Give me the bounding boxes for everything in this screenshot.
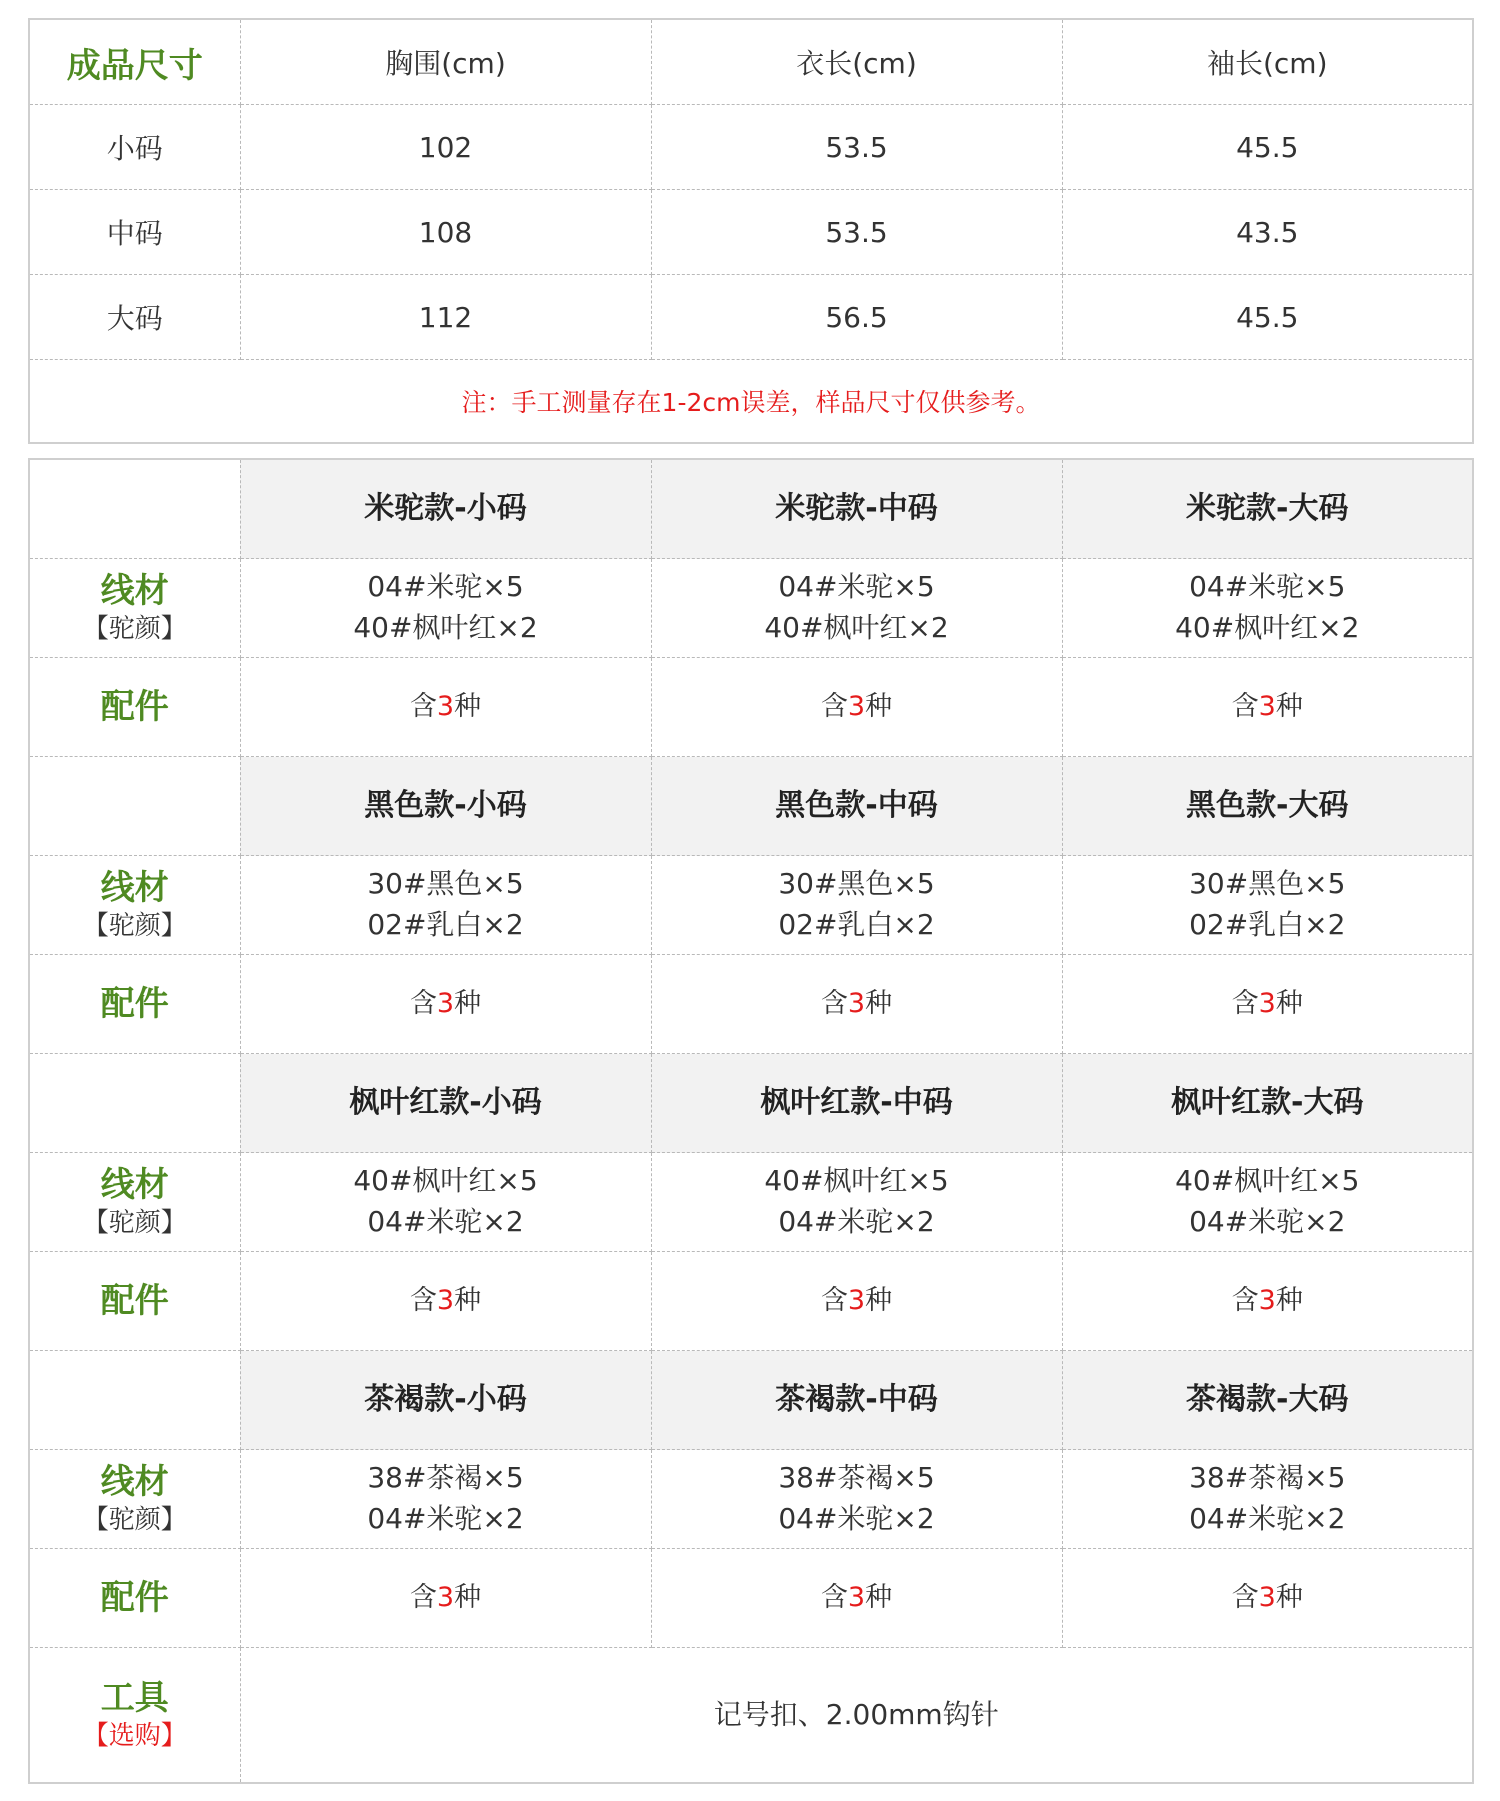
accessories-count: 3 xyxy=(1258,691,1276,723)
size-value: 43.5 xyxy=(1062,190,1473,275)
size-value: 53.5 xyxy=(651,190,1062,275)
variant-header-row xyxy=(29,757,1473,856)
accessories-prefix: 含 xyxy=(820,988,848,1020)
variant-header: 黑色款-大码 xyxy=(1062,757,1473,856)
size-table xyxy=(28,18,1474,444)
yarn-line: 40#枫叶红×2 xyxy=(1175,611,1360,644)
accessories-suffix: 种 xyxy=(865,988,893,1020)
yarn-cell xyxy=(240,856,651,955)
yarn-brand: 【驼颜】 xyxy=(82,1208,187,1239)
tools-value: 记号扣、2.00mm钩针 xyxy=(240,1648,1473,1784)
accessories-suffix: 种 xyxy=(865,691,893,723)
yarn-line: 38#茶褐×5 xyxy=(367,1461,524,1495)
yarn-cell xyxy=(651,856,1062,955)
accessories-prefix: 含 xyxy=(409,1285,437,1317)
yarn-line: 40#枫叶红×5 xyxy=(1175,1164,1360,1198)
variant-header-row xyxy=(29,1054,1473,1153)
accessories-row xyxy=(29,955,1473,1054)
yarn-row xyxy=(29,856,1473,955)
accessories-row xyxy=(29,1252,1473,1351)
accessories-prefix: 含 xyxy=(820,1582,848,1614)
size-header-row xyxy=(29,19,1473,105)
yarn-line: 40#枫叶红×5 xyxy=(764,1164,949,1198)
yarn-line: 30#黑色×5 xyxy=(367,867,524,901)
variant-header-row xyxy=(29,459,1473,559)
size-label: 中码 xyxy=(29,190,240,275)
accessories-cell xyxy=(651,1549,1062,1648)
blank-cell xyxy=(29,1351,240,1450)
yarn-line: 04#米驼×5 xyxy=(367,570,524,604)
yarn-label-cell xyxy=(29,559,240,658)
column-header-length: 衣长(cm) xyxy=(651,19,1062,105)
accessories-cell xyxy=(1062,955,1473,1054)
size-value: 56.5 xyxy=(651,275,1062,360)
variant-header: 茶褐款-小码 xyxy=(240,1351,651,1450)
accessories-count: 3 xyxy=(1258,988,1276,1020)
yarn-cell xyxy=(240,1153,651,1252)
yarn-cell xyxy=(240,559,651,658)
tools-sub-label: 【选购】 xyxy=(82,1721,187,1752)
accessories-suffix: 种 xyxy=(1275,988,1303,1020)
size-value: 102 xyxy=(240,105,651,190)
yarn-row xyxy=(29,1450,1473,1549)
yarn-label-cell xyxy=(29,856,240,955)
accessories-label: 配件 xyxy=(29,955,240,1054)
yarn-brand: 【驼颜】 xyxy=(82,911,187,942)
size-table-title: 成品尺寸 xyxy=(29,19,240,105)
accessories-cell xyxy=(651,1252,1062,1351)
accessories-count: 3 xyxy=(436,1285,455,1317)
yarn-line: 04#米驼×2 xyxy=(1189,1502,1346,1535)
accessories-cell xyxy=(1062,1549,1473,1648)
size-row-large xyxy=(29,275,1473,360)
variant-header: 枫叶红款-小码 xyxy=(240,1054,651,1153)
size-note-row xyxy=(29,360,1473,444)
variant-header: 枫叶红款-中码 xyxy=(651,1054,1062,1153)
yarn-line: 04#米驼×2 xyxy=(778,1205,935,1238)
size-label: 大码 xyxy=(29,275,240,360)
accessories-suffix: 种 xyxy=(454,1285,482,1317)
yarn-line: 02#乳白×2 xyxy=(778,908,935,941)
variant-header: 茶褐款-大码 xyxy=(1062,1351,1473,1450)
accessories-cell xyxy=(1062,658,1473,757)
yarn-cell xyxy=(1062,856,1473,955)
accessories-prefix: 含 xyxy=(1231,988,1259,1020)
accessories-count: 3 xyxy=(1258,1582,1276,1614)
yarn-label: 线材 xyxy=(100,1165,169,1205)
accessories-count: 3 xyxy=(436,988,455,1020)
yarn-line: 40#枫叶红×2 xyxy=(353,611,538,644)
yarn-cell xyxy=(1062,1450,1473,1549)
yarn-line: 30#黑色×5 xyxy=(778,867,935,901)
yarn-line: 02#乳白×2 xyxy=(1189,908,1346,941)
accessories-prefix: 含 xyxy=(1231,1582,1259,1614)
column-header-sleeve: 袖长(cm) xyxy=(1062,19,1473,105)
accessories-suffix: 种 xyxy=(1275,1582,1303,1614)
yarn-cell xyxy=(1062,559,1473,658)
size-value: 45.5 xyxy=(1062,275,1473,360)
accessories-cell xyxy=(651,658,1062,757)
accessories-label: 配件 xyxy=(29,658,240,757)
variant-header: 枫叶红款-大码 xyxy=(1062,1054,1473,1153)
yarn-line: 40#枫叶红×5 xyxy=(353,1164,538,1198)
variant-header: 米驼款-中码 xyxy=(651,459,1062,559)
yarn-label: 线材 xyxy=(100,1462,169,1502)
variant-header: 黑色款-中码 xyxy=(651,757,1062,856)
accessories-count: 3 xyxy=(436,691,455,723)
accessories-label: 配件 xyxy=(29,1549,240,1648)
accessories-count: 3 xyxy=(847,691,866,723)
yarn-line: 04#米驼×2 xyxy=(367,1205,524,1238)
accessories-suffix: 种 xyxy=(1275,1285,1303,1317)
yarn-brand: 【驼颜】 xyxy=(82,614,187,645)
yarn-line: 04#米驼×2 xyxy=(367,1502,524,1535)
yarn-brand: 【驼颜】 xyxy=(82,1505,187,1536)
accessories-cell xyxy=(240,1549,651,1648)
size-row-small xyxy=(29,105,1473,190)
accessories-count: 3 xyxy=(1258,1285,1276,1317)
accessories-count: 3 xyxy=(847,988,866,1020)
variant-header: 茶褐款-中码 xyxy=(651,1351,1062,1450)
accessories-prefix: 含 xyxy=(1231,691,1259,723)
yarn-line: 04#米驼×2 xyxy=(778,1502,935,1535)
accessories-label: 配件 xyxy=(29,1252,240,1351)
accessories-prefix: 含 xyxy=(409,988,437,1020)
accessories-suffix: 种 xyxy=(454,988,482,1020)
tools-label: 工具 xyxy=(100,1678,169,1718)
column-header-chest: 胸围(cm) xyxy=(240,19,651,105)
accessories-suffix: 种 xyxy=(454,691,482,723)
blank-cell xyxy=(29,459,240,559)
accessories-row xyxy=(29,1549,1473,1648)
variant-header: 米驼款-大码 xyxy=(1062,459,1473,559)
yarn-line: 38#茶褐×5 xyxy=(1189,1461,1346,1495)
accessories-cell xyxy=(240,955,651,1054)
tools-label-cell xyxy=(29,1648,240,1784)
variant-header-row xyxy=(29,1351,1473,1450)
size-label: 小码 xyxy=(29,105,240,190)
accessories-prefix: 含 xyxy=(820,1285,848,1317)
accessories-cell xyxy=(1062,1252,1473,1351)
accessories-suffix: 种 xyxy=(865,1582,893,1614)
yarn-label: 线材 xyxy=(100,571,169,611)
yarn-cell xyxy=(651,1153,1062,1252)
size-row-medium xyxy=(29,190,1473,275)
accessories-cell xyxy=(651,955,1062,1054)
yarn-line: 04#米驼×2 xyxy=(1189,1205,1346,1238)
yarn-cell xyxy=(651,1450,1062,1549)
accessories-count: 3 xyxy=(847,1582,866,1614)
accessories-count: 3 xyxy=(436,1582,455,1614)
size-value: 108 xyxy=(240,190,651,275)
accessories-prefix: 含 xyxy=(409,1582,437,1614)
yarn-label-cell xyxy=(29,1153,240,1252)
yarn-label-cell xyxy=(29,1450,240,1549)
yarn-cell xyxy=(651,559,1062,658)
yarn-line: 04#米驼×5 xyxy=(778,570,935,604)
size-value: 53.5 xyxy=(651,105,1062,190)
yarn-line: 04#米驼×5 xyxy=(1189,570,1346,604)
yarn-row xyxy=(29,559,1473,658)
variant-header: 黑色款-小码 xyxy=(240,757,651,856)
accessories-cell xyxy=(240,1252,651,1351)
yarn-row xyxy=(29,1153,1473,1252)
accessories-row xyxy=(29,658,1473,757)
yarn-cell xyxy=(240,1450,651,1549)
accessories-cell xyxy=(240,658,651,757)
accessories-prefix: 含 xyxy=(820,691,848,723)
yarn-line: 02#乳白×2 xyxy=(367,908,524,941)
accessories-suffix: 种 xyxy=(1275,691,1303,723)
size-value: 112 xyxy=(240,275,651,360)
measurement-note: 注：手工测量存在1-2cm误差，样品尺寸仅供参考。 xyxy=(29,360,1473,444)
accessories-count: 3 xyxy=(847,1285,866,1317)
blank-cell xyxy=(29,757,240,856)
variant-header: 米驼款-小码 xyxy=(240,459,651,559)
yarn-label: 线材 xyxy=(100,868,169,908)
blank-cell xyxy=(29,1054,240,1153)
yarn-line: 38#茶褐×5 xyxy=(778,1461,935,1495)
yarn-line: 40#枫叶红×2 xyxy=(764,611,949,644)
size-value: 45.5 xyxy=(1062,105,1473,190)
accessories-suffix: 种 xyxy=(454,1582,482,1614)
yarn-line: 30#黑色×5 xyxy=(1189,867,1346,901)
materials-table xyxy=(28,458,1474,1784)
accessories-prefix: 含 xyxy=(1231,1285,1259,1317)
tools-row xyxy=(29,1648,1473,1784)
accessories-prefix: 含 xyxy=(409,691,437,723)
yarn-cell xyxy=(1062,1153,1473,1252)
accessories-suffix: 种 xyxy=(865,1285,893,1317)
